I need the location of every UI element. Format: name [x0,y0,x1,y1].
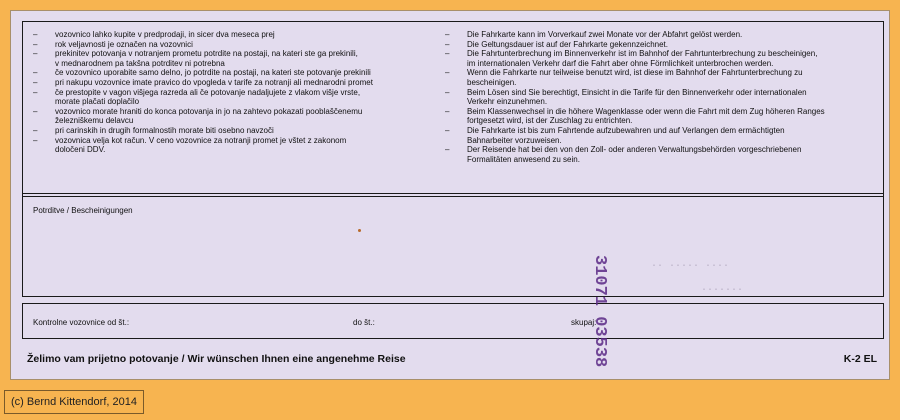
list-item: – Die Fahrkarte ist bis zum Fahrtende aufzubewahren und auf Verlangen dem ermächtigten Bahnarbeiter vorzuweisen. [443,126,873,145]
list-item: – če prestopite v vagon višjega razreda ali če potovanje nadaljujete z vlakom višje vrste, morate plačati doplačilo [31,88,439,107]
rule-text: vozovnica velja kot račun. V ceno vozovnice za notranji promet je vštet z zakonom določeni DDV. [55,135,347,155]
validation-stamp [576,251,616,381]
rule-text: rok veljavnosti je označen na vozovnici [55,39,193,49]
ticket-back [10,10,890,380]
list-item: – če vozovnico uporabite samo delno, jo potrdite na postaji, na kateri ste potovanje prekinili [31,68,439,78]
rule-text: vozovnico morate hraniti do konca potovanja in jo na zahtevo pokazati pooblaščenemu železniškemu delavcu [55,106,363,126]
footer-greeting: Želimo vam prijetno potovanje / Wir wünschen Ihnen eine angenehme Reise [27,353,406,365]
list-item: – pri nakupu vozovnice imate pravico do vpogleda v tarife za notranji ali mednarodni promet [31,78,439,88]
rule-text: Beim Lösen sind Sie berechtigt, Einsicht in die Tarife für den Binnenverkehr oder internationalen Verkehr einzunehmen. [467,87,807,107]
rule-text: Die Fahrtunterbrechung im Binnenverkehr ist im Bahnhof der Fahrtunterbrechung zu bescheinigen, im internationalen Verkehr darf die Fahrt aber ohne Förmlichkeit unterbrochen werden. [467,49,818,68]
list-item: – Beim Lösen sind Sie berechtigt, Einsicht in die Tarife für den Binnenverkehr oder internationalen Verkehr einzunehmen. [443,88,873,107]
control-box [22,303,884,339]
list-item: – rok veljavnosti je označen na vozovnici [31,40,439,50]
list-item: – Wenn die Fahrkarte nur teilweise benutzt wird, ist diese im Bahnhof der Fahrtunterbrechung zu bescheinigen. [443,68,873,87]
stamp-number: 31071 03538 [590,255,609,368]
confirmation-label: Potrditve / Bescheinigungen [33,206,133,215]
control-total-label: skupaj: [571,318,597,327]
control-to-label: do št.: [353,318,375,327]
rule-text: če prestopite v vagon višjega razreda ali če potovanje nadaljujete z vlakom višje vrste, morate plačati doplačilo [55,87,361,107]
list-item: – pri carinskih in drugih formalnostih morate biti osebno navzoči [31,126,439,136]
list-item: – Der Reisende hat bei den von den Zoll- oder anderen Verwaltungsbehörden vorgeschriebenen Formalitäten anwesend zu sein. [443,145,873,164]
control-from-label: Kontrolne vozovnice od št.: [33,318,130,327]
form-code: K-2 EL [843,353,877,365]
list-item: – vozovnico morate hraniti do konca potovanja in jo na zahtevo pokazati pooblaščenemu železniškemu delavcu [31,107,439,126]
list-item: – vozovnico lahko kupite v predprodaji, in sicer dva meseca prej [31,30,439,40]
rule-text: Der Reisende hat bei den von den Zoll- oder anderen Verwaltungsbehörden vorgeschriebenen Formalitäten anwesend zu sein. [467,145,802,164]
rule-text: pri nakupu vozovnice imate pravico do vpogleda v tarife za notranji ali mednarodni promet [55,77,373,87]
faint-print: ······· [701,285,744,296]
copyright-label: (c) Bernd Kittendorf, 2014 [4,390,144,414]
rule-text: Beim Klassenwechsel in die höhere Wagenklasse oder wenn die Fahrt mit dem Zug höheren Ranges fortgesetzt wird, ist der Zuschlag zu entrichten. [467,106,825,126]
rule-text: Die Fahrkarte ist bis zum Fahrtende aufzubewahren und auf Verlangen dem ermächtigten Bahnarbeiter vorzuweisen. [467,125,785,145]
rules-german [443,30,873,164]
list-item: – Die Fahrtunterbrechung im Binnenverkehr ist im Bahnhof der Fahrtunterbrechung zu bescheinigen, im internationalen Verkehr darf die Fahrt aber ohne Förmlichkeit unterbrochen werden. [443,49,873,68]
list-item: – Beim Klassenwechsel in die höhere Wagenklasse oder wenn die Fahrt mit dem Zug höheren Ranges fortgesetzt wird, ist der Zuschlag zu entrichten. [443,107,873,126]
rule-text: vozovnico lahko kupite v predprodaji, in sicer dva meseca prej [55,30,275,39]
rules-slovenian [31,30,439,155]
rule-text: Die Geltungsdauer ist auf der Fahrkarte gekennzeichnet. [467,39,669,49]
list-item: – vozovnica velja kot račun. V ceno vozovnice za notranji promet je vštet z zakonom določeni DDV. [31,136,439,155]
rule-text: pri carinskih in drugih formalnostih morate biti osebno navzoči [55,125,274,135]
paper-speck [358,229,361,232]
rule-text: Die Fahrkarte kann im Vorverkauf zwei Monate vor der Abfahrt gelöst werden. [467,30,743,39]
rules-box [22,21,884,197]
rule-text: če vozovnico uporabite samo delno, jo potrdite na postaji, na kateri ste potovanje prekinili [55,68,371,78]
confirmation-box [22,193,884,297]
rule-text: prekinitev potovanja v notranjem prometu potrdite na postaji, na kateri ste ga prekinili, v mednarodnem pa takšna potrditev ni potrebna [55,49,358,68]
list-item: – Die Fahrkarte kann im Vorverkauf zwei Monate vor der Abfahrt gelöst werden. [443,30,873,40]
rule-text: Wenn die Fahrkarte nur teilweise benutzt wird, ist diese im Bahnhof der Fahrtunterbrechung zu bescheinigen. [467,68,803,87]
list-item: – Die Geltungsdauer ist auf der Fahrkarte gekennzeichnet. [443,40,873,50]
list-item: – prekinitev potovanja v notranjem prometu potrdite na postaji, na kateri ste ga prekinili, v mednarodnem pa takšna potrditev ni potrebna [31,49,439,68]
faint-print: ·· ····· ···· [651,261,730,272]
